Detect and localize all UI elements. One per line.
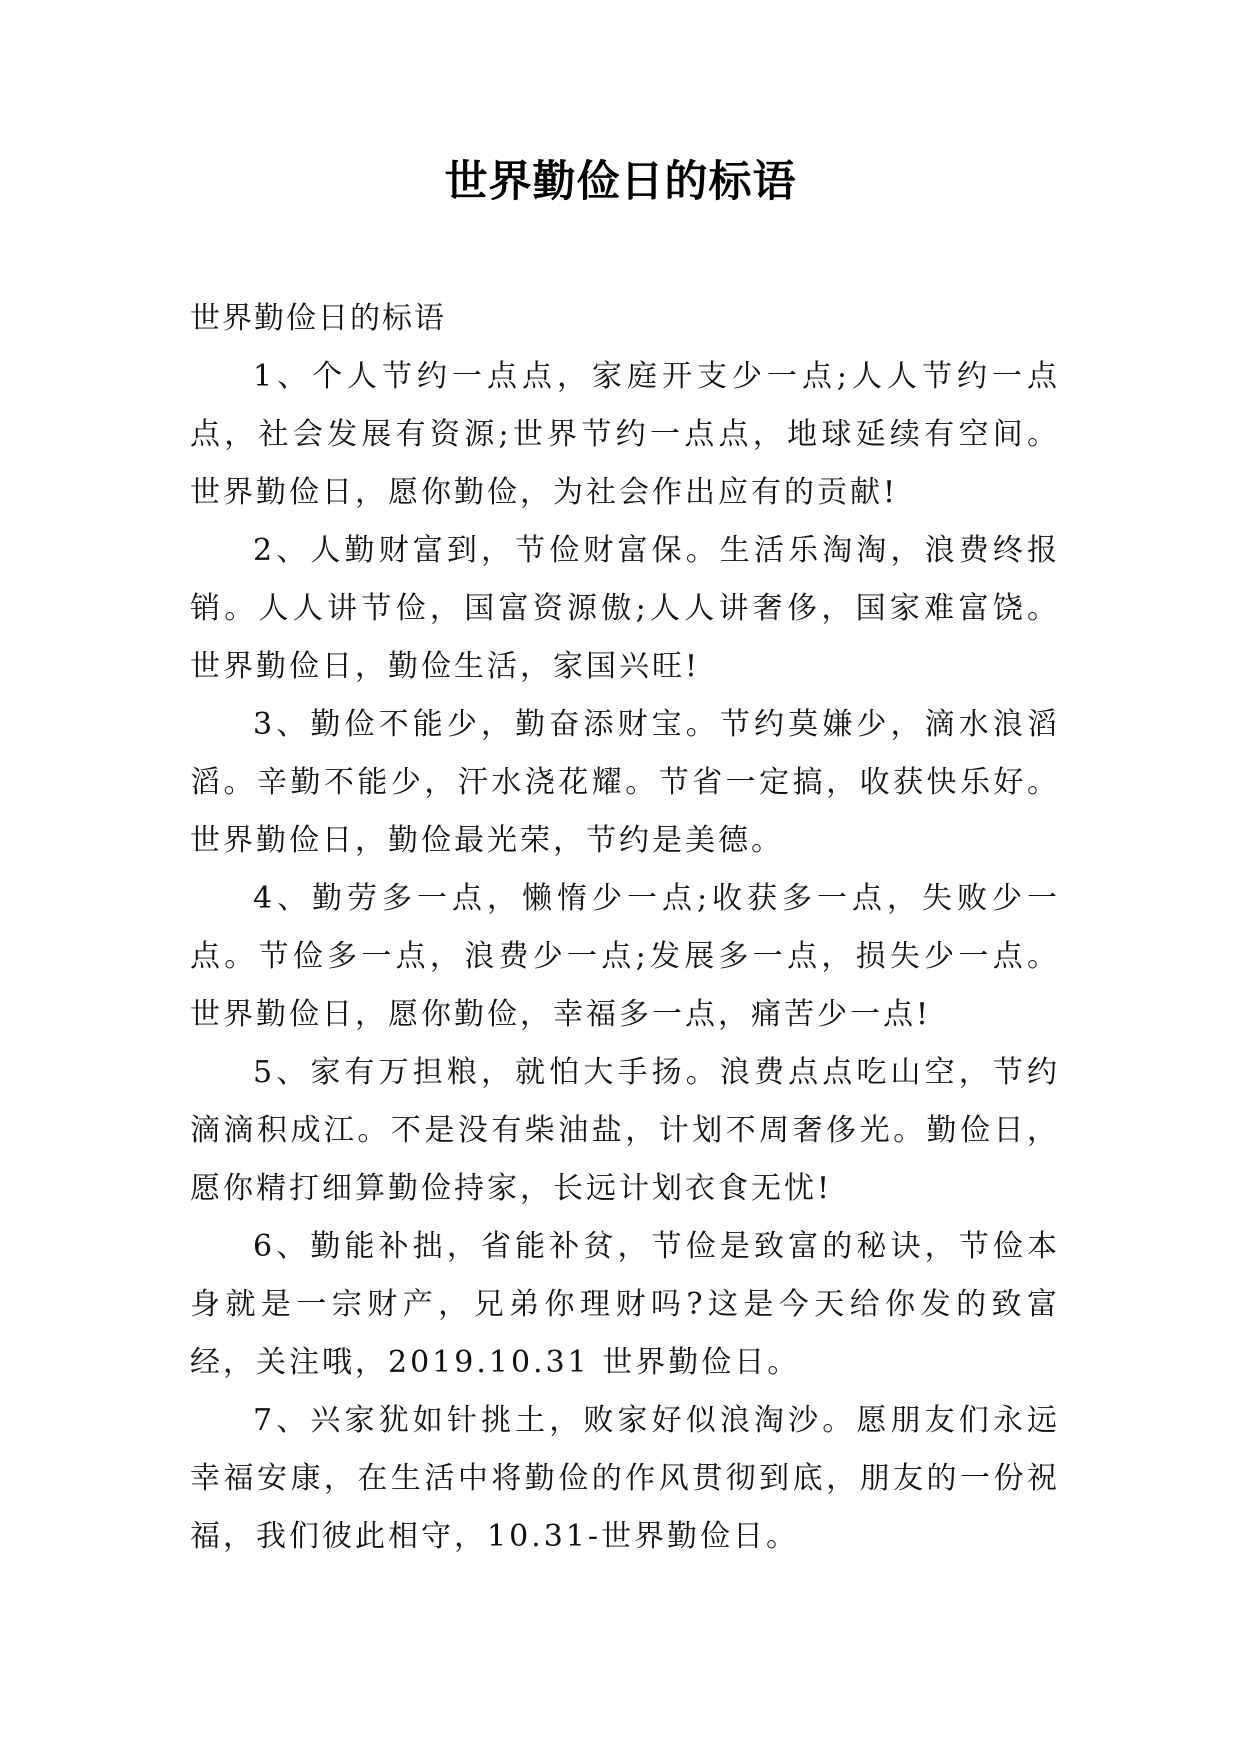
slogan-paragraph-1: 1、个人节约一点点，家庭开支少一点;人人节约一点点，社会发展有资源;世界节约一点点，地球延续有空间。世界勤俭日，愿你勤俭，为社会作出应有的贡献! xyxy=(190,359,1060,510)
slogan-paragraph-6: 6、勤能补拙，省能补贫，节俭是致富的秘诀，节俭本身就是一宗财产，兄弟你理财吗?这是今天给你发的致富经，关注哦，2019.10.31 世界勤俭日。 xyxy=(190,1229,1060,1380)
slogan-paragraph-7: 7、兴家犹如针挑土，败家好似浪淘沙。愿朋友们永远幸福安康，在生活中将勤俭的作风贯彻到底，朋友的一份祝福，我们彼此相守，10.31-世界勤俭日。 xyxy=(190,1403,1060,1554)
slogan-paragraph-3: 3、勤俭不能少，勤奋添财宝。节约莫嫌少，滴水浪滔滔。辛勤不能少，汗水浇花耀。节省一定搞，收获快乐好。世界勤俭日，勤俭最光荣，节约是美德。 xyxy=(190,707,1060,858)
document-title: 世界勤俭日的标语 xyxy=(444,157,797,207)
slogan-paragraph-2: 2、人勤财富到，节俭财富保。生活乐淘淘，浪费终报销。人人讲节俭，国富资源傲;人人讲奢侈，国家难富饶。世界勤俭日，勤俭生活，家国兴旺! xyxy=(190,533,1060,684)
slogan-paragraph-5: 5、家有万担粮，就怕大手扬。浪费点点吃山空，节约滴滴积成江。不是没有柴油盐，计划不周奢侈光。勤俭日，愿你精打细算勤俭持家，长远计划衣食无忧! xyxy=(190,1055,1060,1206)
document-body xyxy=(190,290,1060,1566)
slogan-paragraph-4: 4、勤劳多一点，懒惰少一点;收获多一点，失败少一点。节俭多一点，浪费少一点;发展多一点，损失少一点。世界勤俭日，愿你勤俭，幸福多一点，痛苦少一点! xyxy=(190,881,1060,1032)
section-heading: 世界勤俭日的标语 xyxy=(190,301,446,336)
